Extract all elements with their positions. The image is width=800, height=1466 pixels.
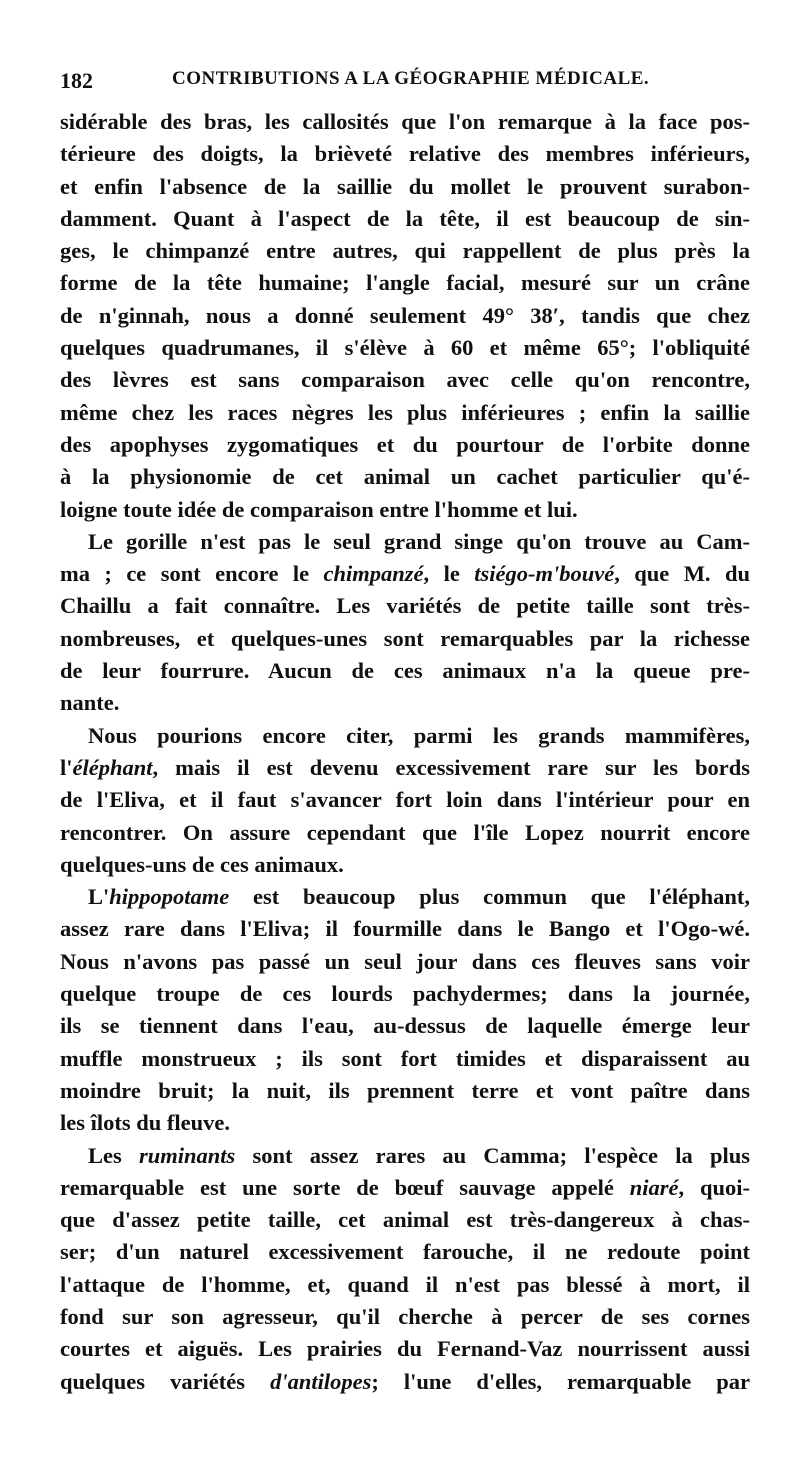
text-line: térieure des doigts, la brièveté relative des membres inférieurs, — [60, 141, 750, 167]
text-line: sidérable des bras, les callosités que l'on remarque à la face pos- — [60, 109, 750, 134]
text-line: nante. — [60, 690, 120, 716]
text-line: ils se tiennent dans l'eau, au-dessus de laquelle émerge leur — [60, 1013, 750, 1039]
text-line: damment. Quant à l'aspect de la tête, il est beaucoup de sin- — [60, 205, 750, 231]
text-line: fond sur son agresseur, qu'il cherche à percer de ses cornes — [60, 1303, 750, 1329]
text-line: courtes et aiguës. Les prairies du Fernand-Vaz nourrissent aussi — [60, 1336, 750, 1362]
text-line: ma ; ce sont encore le chimpanzé, le tsiégo-m'bouvé, que M. du — [60, 561, 750, 587]
italic-term: d'antilopes — [270, 1368, 372, 1394]
page-number: 182 — [60, 68, 93, 93]
text-line: ser; d'un naturel excessivement farouche, il ne redoute point — [60, 1239, 750, 1265]
italic-term: niaré — [629, 1174, 679, 1200]
body-text — [60, 106, 750, 1398]
text-line: de n'ginnah, nous a donné seulement 49° 38′, tandis que chez — [60, 302, 750, 328]
text-line: Nous pourions encore citer, parmi les grands mammifères, — [88, 722, 750, 748]
text-line: les îlots du fleuve. — [60, 1110, 231, 1136]
text-line: quelques variétés d'antilopes; l'une d'elles, remarquable par — [60, 1368, 750, 1394]
italic-term: ruminants — [138, 1142, 236, 1168]
text-line: ges, le chimpanzé entre autres, qui rappellent de plus près la — [60, 238, 750, 264]
text-line: quelque troupe de ces lourds pachydermes; dans la journée, — [60, 981, 750, 1007]
text-line: quelques quadrumanes, il s'élève à 60 et même 65°; l'obliquité — [60, 335, 750, 361]
italic-term: hippopotame — [109, 884, 230, 910]
italic-term: éléphant — [72, 754, 153, 780]
italic-term: chimpanzé — [323, 561, 424, 587]
text-line: muffle monstrueux ; ils sont fort timides et disparaissent au — [60, 1045, 750, 1071]
text-line: moindre bruit; la nuit, ils prennent terre et vont paître dans — [60, 1077, 750, 1103]
text-line: loigne toute idée de comparaison entre l'homme et lui. — [60, 496, 578, 522]
text-line: l'attaque de l'homme, et, quand il n'est pas blessé à mort, il — [60, 1271, 750, 1297]
text-line: nombreuses, et quelques-unes sont remarquables par la richesse — [60, 625, 750, 651]
text-line: des apophyses zygomatiques et du pourtour de l'orbite donne — [60, 431, 750, 457]
text-line: Le gorille n'est pas le seul grand singe qu'on trouve au Cam- — [88, 528, 750, 554]
italic-term: tsiégo-m'bouvé — [474, 561, 615, 587]
text-line: forme de la tête humaine; l'angle facial, mesuré sur un crâne — [60, 270, 750, 296]
page-header — [60, 68, 750, 98]
text-line: de leur fourrure. Aucun de ces animaux n'a la queue pre- — [60, 658, 750, 684]
text-line: quelques-uns de ces animaux. — [60, 851, 344, 877]
text-line: l'éléphant, mais il est devenu excessivement rare sur les bords — [60, 754, 750, 780]
text-line: Nous n'avons pas passé un seul jour dans ces fleuves sans voir — [60, 948, 750, 974]
text-line: Les ruminants sont assez rares au Camma; l'espèce la plus — [88, 1142, 750, 1168]
text-line: rencontrer. On assure cependant que l'île Lopez nourrit encore — [60, 819, 750, 845]
text-line: que d'assez petite taille, cet animal est très-dangereux à chas- — [60, 1207, 750, 1233]
running-title: CONTRIBUTIONS A LA GÉOGRAPHIE MÉDICALE. — [172, 68, 650, 89]
text-line: Chaillu a fait connaître. Les variétés de petite taille sont très- — [60, 593, 750, 619]
text-line: de l'Eliva, et il faut s'avancer fort loin dans l'intérieur pour en — [60, 787, 750, 813]
text-line: remarquable est une sorte de bœuf sauvage appelé niaré, quoi- — [60, 1174, 750, 1200]
text-line: des lèvres est sans comparaison avec celle qu'on rencontre, — [60, 367, 750, 393]
text-line: L'hippopotame est beaucoup plus commun que l'éléphant, — [88, 884, 750, 910]
text-line: et enfin l'absence de la saillie du mollet le prouvent surabon- — [60, 173, 750, 199]
text-line: même chez les races nègres les plus inférieures ; enfin la saillie — [60, 399, 750, 425]
text-line: à la physionomie de cet animal un cachet particulier qu'é- — [60, 464, 750, 490]
text-line: assez rare dans l'Eliva; il fourmille dans le Bango et l'Ogo-wé. — [60, 916, 750, 942]
